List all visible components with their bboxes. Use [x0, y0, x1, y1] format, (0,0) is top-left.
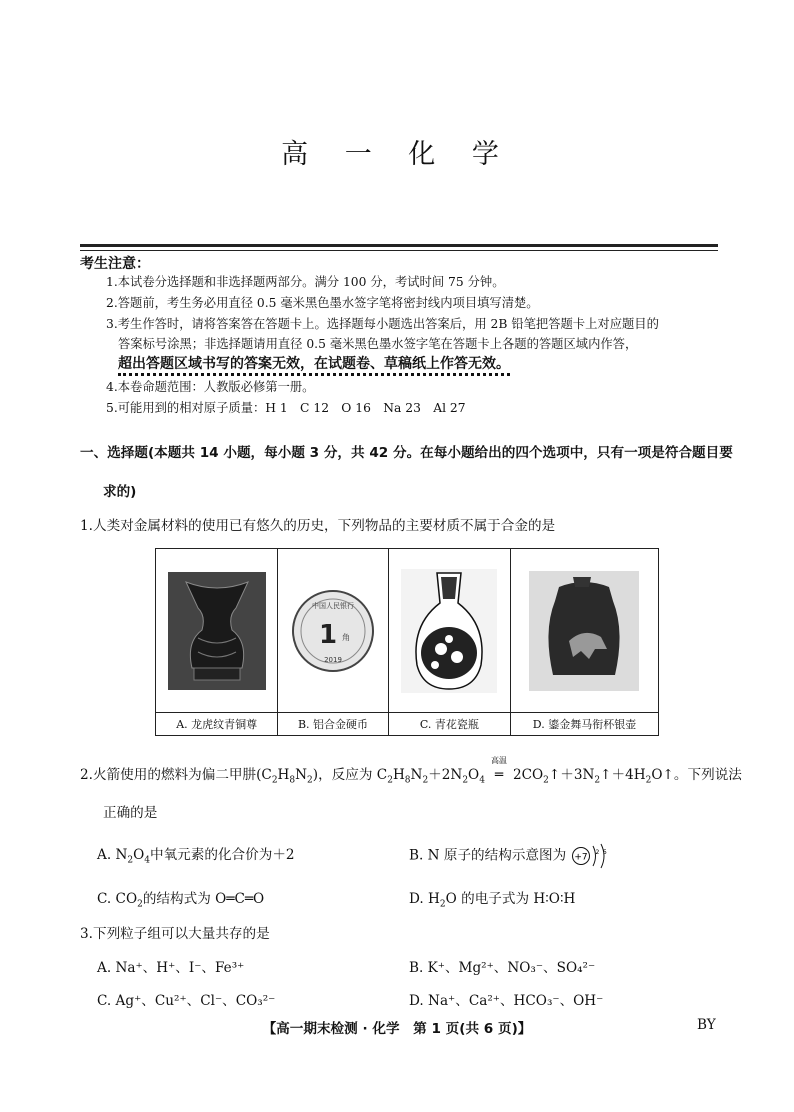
nitrogen-atom-diagram	[571, 843, 611, 869]
notice-heading: 考生注意：	[80, 256, 150, 272]
svg-text:2019: 2019	[324, 655, 342, 664]
svg-text:角: 角	[342, 632, 351, 642]
porcelain-vase-image	[388, 549, 510, 713]
silver-pot-image	[510, 549, 658, 713]
svg-text:+7: +7	[573, 852, 588, 863]
question-2-option-c: C. $CO_2$的结构式为 O═C═O	[97, 891, 265, 910]
aluminum-coin-image	[278, 549, 388, 713]
notice-item: 1.本试卷分选择题和非选择题两部分。满分 100 分，考试时间 75 分钟。	[106, 275, 505, 289]
question-2-option-a: A. $N_2O_4$中氧元素的化合价为＋2	[97, 847, 295, 866]
page-footer: 【高一期末检测 · 化学 第 1 页(共 6 页)】	[262, 1021, 532, 1037]
notice-item: 5.可能用到的相对原子质量：H 1 C 12 O 16 Na 23 Al 27	[106, 401, 466, 415]
section-heading-cont: 求的)	[103, 484, 137, 500]
question-3-option-b: B. K⁺、Mg²⁺、NO₃⁻、SO₄²⁻	[409, 960, 596, 976]
header-rule-thick	[80, 244, 718, 247]
option-c-caption: C. 青花瓷瓶	[388, 713, 510, 736]
question-2-option-b: B. N 原子的结构示意图为 +7 2 5	[409, 843, 611, 869]
question-3-stem: 3.下列粒子组可以大量共存的是	[80, 926, 270, 942]
notice-item: 答案标号涂黑；非选择题请用直径 0.5 毫米黑色墨水签字笔在答题卡上各题的答题区域内作答，	[118, 337, 638, 351]
notice-item: 2.答题前，考生务必用直径 0.5 毫米黑色墨水签字笔将密封线内项目填写清楚。	[106, 296, 539, 310]
notice-item-emphasis: 超出答题区域书写的答案无效，在试题卷、草稿纸上作答无效。	[118, 355, 510, 373]
option-d-caption: D. 鎏金舞马衔杯银壶	[510, 713, 658, 736]
question-2-option-d: D. $H_2O$ 的电子式为 H∶O∶H	[409, 891, 576, 910]
header-rule-thin	[80, 250, 718, 251]
svg-text:2: 2	[595, 849, 599, 856]
question-1-stem: 1.人类对金属材料的使用已有悠久的历史，下列物品的主要材质不属于合金的是	[80, 518, 556, 534]
svg-text:5: 5	[602, 849, 607, 856]
notice-item: 4.本卷命题范围：人教版必修第一册。	[106, 380, 315, 394]
question-3-option-d: D. Na⁺、Ca²⁺、HCO₃⁻、OH⁻	[409, 993, 604, 1009]
question-1-image-table	[155, 548, 659, 736]
svg-text:1: 1	[318, 619, 338, 650]
question-3-option-c: C. Ag⁺、Cu²⁺、Cl⁻、CO₃²⁻	[97, 993, 276, 1009]
page-title: 高 一 化 学	[281, 139, 513, 170]
svg-text:中国人民银行: 中国人民银行	[312, 601, 355, 610]
bronze-vessel-image	[156, 549, 278, 713]
reaction-arrow: 高温 ═	[490, 756, 507, 783]
notice-item: 3.考生作答时，请将答案答在答题卡上。选择题每小题选出答案后，用 2B 铅笔把答题卡上对应题目的	[106, 317, 659, 331]
question-2-stem-cont: 正确的是	[103, 805, 158, 821]
option-b-caption: B. 铝合金硬币	[278, 713, 388, 736]
option-a-caption: A. 龙虎纹青铜尊	[156, 713, 278, 736]
question-2-stem: 2.火箭使用的燃料为偏二甲肼$(C_2H_8N_2)$，反应为 $C_2H_8N_2+2N_2O_4$ 高温 ═ $2CO_2↑+3N_2↑+4H_2O↑$。下列说法	[80, 756, 742, 786]
question-3-option-a: A. Na⁺、H⁺、I⁻、Fe³⁺	[97, 960, 245, 976]
section-heading: 一、选择题(本题共 14 小题，每小题 3 分，共 42 分。在每小题给出的四个选项中，只有一项是符合题目要	[80, 445, 733, 461]
footer-code: BY	[697, 1017, 716, 1033]
